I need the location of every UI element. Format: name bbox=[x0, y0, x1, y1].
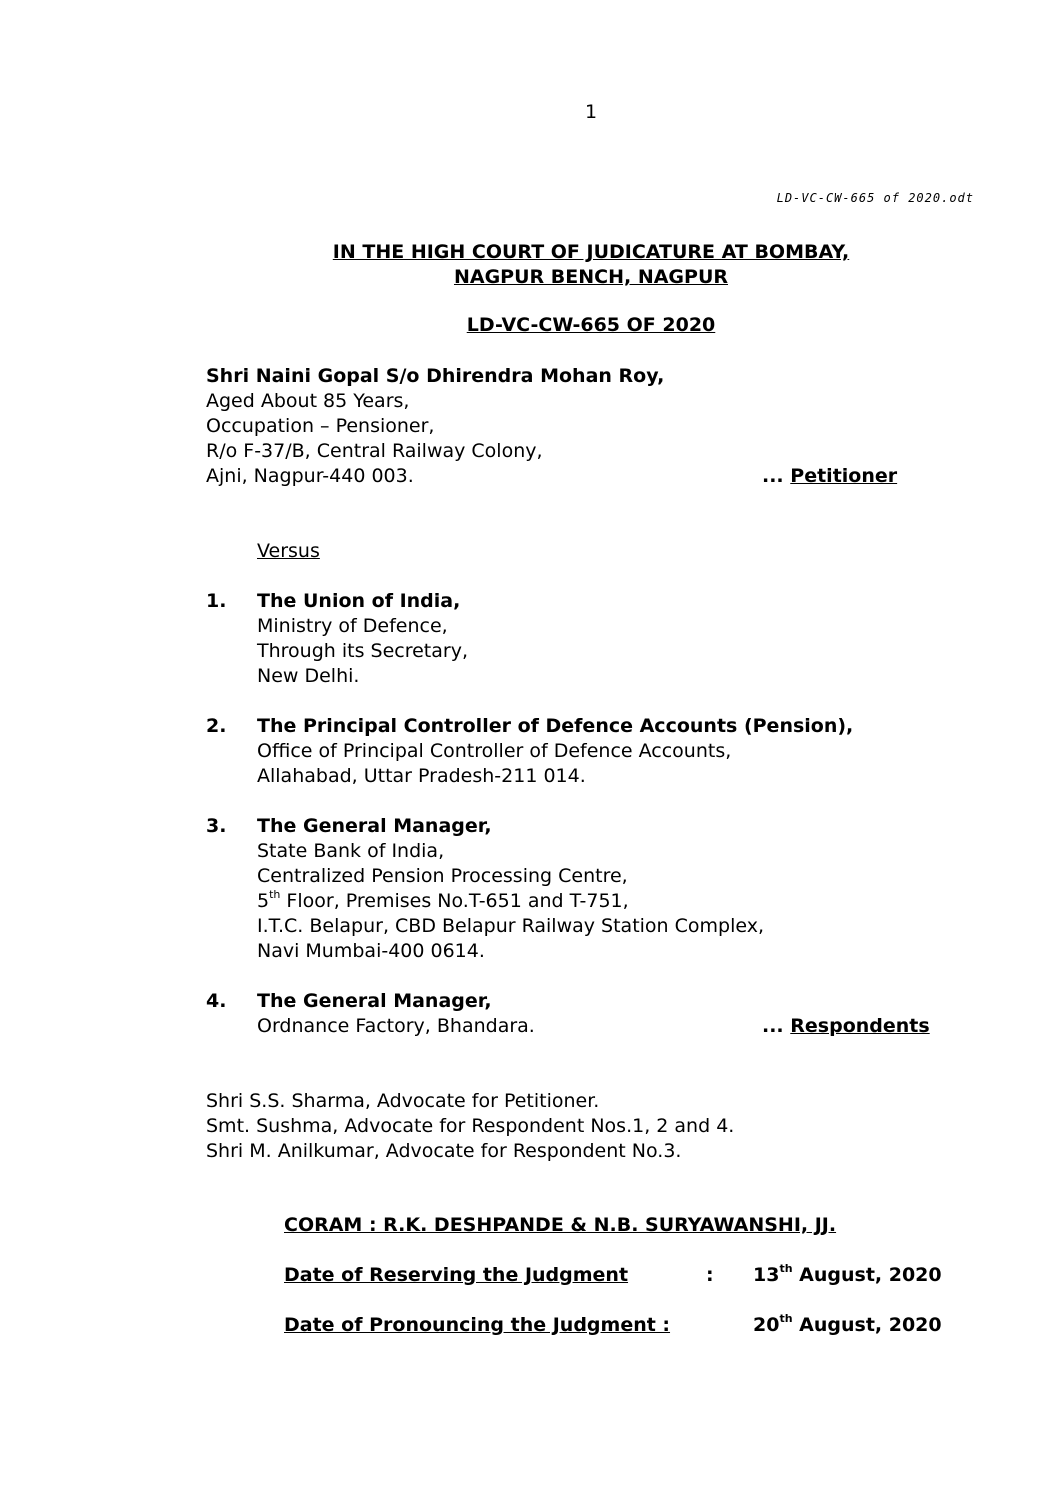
petitioner-line: Aged About 85 Years, bbox=[206, 390, 410, 412]
respondent-line: I.T.C. Belapur, CBD Belapur Railway Station Complex, bbox=[257, 915, 765, 937]
petitioner-role bbox=[762, 464, 897, 489]
respondent-name: The General Manager, bbox=[257, 990, 492, 1012]
court-line-2: NAGPUR BENCH, NAGPUR bbox=[453, 266, 729, 288]
respondent-number: 3. bbox=[206, 815, 227, 837]
reserving-date bbox=[753, 1263, 942, 1288]
respondent-line: Ordnance Factory, Bhandara. bbox=[257, 1015, 535, 1037]
petitioner-line: R/o F-37/B, Central Railway Colony, bbox=[206, 440, 543, 462]
reserving-month-year: August, 2020 bbox=[792, 1264, 942, 1286]
date-reserving bbox=[284, 1263, 965, 1288]
petitioner-dots: ... bbox=[762, 465, 784, 487]
petitioner-line: Occupation – Pensioner, bbox=[206, 415, 435, 437]
respondent-name: The Union of India, bbox=[257, 590, 461, 612]
respondent-line: Navi Mumbai-400 0614. bbox=[257, 940, 485, 962]
respondent-name: The Principal Controller of Defence Accounts (Pension), bbox=[257, 715, 854, 737]
page-number: 1 bbox=[584, 101, 598, 123]
petitioner-role-label: Petitioner bbox=[790, 465, 898, 487]
respondents-dots: ... bbox=[762, 1015, 784, 1037]
respondent-line: Ministry of Defence, bbox=[257, 615, 448, 637]
versus: Versus bbox=[257, 540, 320, 562]
respondent-line bbox=[257, 889, 764, 914]
advocate-line: Smt. Sushma, Advocate for Respondent Nos.1, 2 and 4. bbox=[206, 1115, 735, 1137]
court-heading bbox=[0, 240, 1058, 290]
respondent-number: 1. bbox=[206, 590, 227, 612]
respondent-line: Centralized Pension Processing Centre, bbox=[257, 865, 628, 887]
petitioner-name: Shri Naini Gopal S/o Dhirendra Mohan Roy, bbox=[206, 365, 665, 387]
petitioner-line: Ajni, Nagpur-440 003. bbox=[206, 465, 414, 487]
advocates-block bbox=[206, 1089, 734, 1164]
respondent-line: State Bank of India, bbox=[257, 840, 445, 862]
pronouncing-suffix: th bbox=[779, 1311, 793, 1325]
advocate-line: Shri S.S. Sharma, Advocate for Petitioner. bbox=[206, 1090, 600, 1112]
reserving-colon: : bbox=[706, 1264, 714, 1286]
date-pronouncing bbox=[284, 1313, 965, 1338]
pronouncing-month-year: August, 2020 bbox=[792, 1314, 942, 1336]
respondent-line: Through its Secretary, bbox=[257, 640, 468, 662]
respondent-line: New Delhi. bbox=[257, 665, 360, 687]
case-number: LD-VC-CW-665 OF 2020 bbox=[466, 314, 716, 336]
pronouncing-label: Date of Pronouncing the Judgment : bbox=[284, 1314, 671, 1336]
respondent-number: 4. bbox=[206, 990, 227, 1012]
court-line-1: IN THE HIGH COURT OF JUDICATURE AT BOMBAY, bbox=[332, 241, 850, 263]
reserving-day: 13 bbox=[753, 1264, 780, 1286]
respondents-role-label: Respondents bbox=[790, 1015, 930, 1037]
respondent-line: Allahabad, Uttar Pradesh-211 014. bbox=[257, 765, 586, 787]
pronouncing-day: 20 bbox=[753, 1314, 780, 1336]
floor-suffix: th bbox=[269, 887, 281, 901]
respondent-number: 2. bbox=[206, 715, 227, 737]
floor-rest: Floor, Premises No.T-651 and T-751, bbox=[280, 890, 629, 912]
respondent-line: Office of Principal Controller of Defence Accounts, bbox=[257, 740, 732, 762]
coram: CORAM : R.K. DESHPANDE & N.B. SURYAWANSHI, JJ. bbox=[284, 1214, 837, 1236]
file-reference: LD-VC-CW-665 of 2020.odt bbox=[776, 191, 974, 205]
respondents-role bbox=[762, 1014, 930, 1039]
reserving-suffix: th bbox=[779, 1261, 793, 1275]
respondent-name: The General Manager, bbox=[257, 815, 492, 837]
petitioner-block bbox=[206, 364, 664, 489]
pronouncing-date bbox=[753, 1313, 942, 1338]
advocate-line: Shri M. Anilkumar, Advocate for Respondent No.3. bbox=[206, 1140, 682, 1162]
floor-number: 5 bbox=[257, 890, 270, 912]
reserving-label: Date of Reserving the Judgment bbox=[284, 1264, 629, 1286]
